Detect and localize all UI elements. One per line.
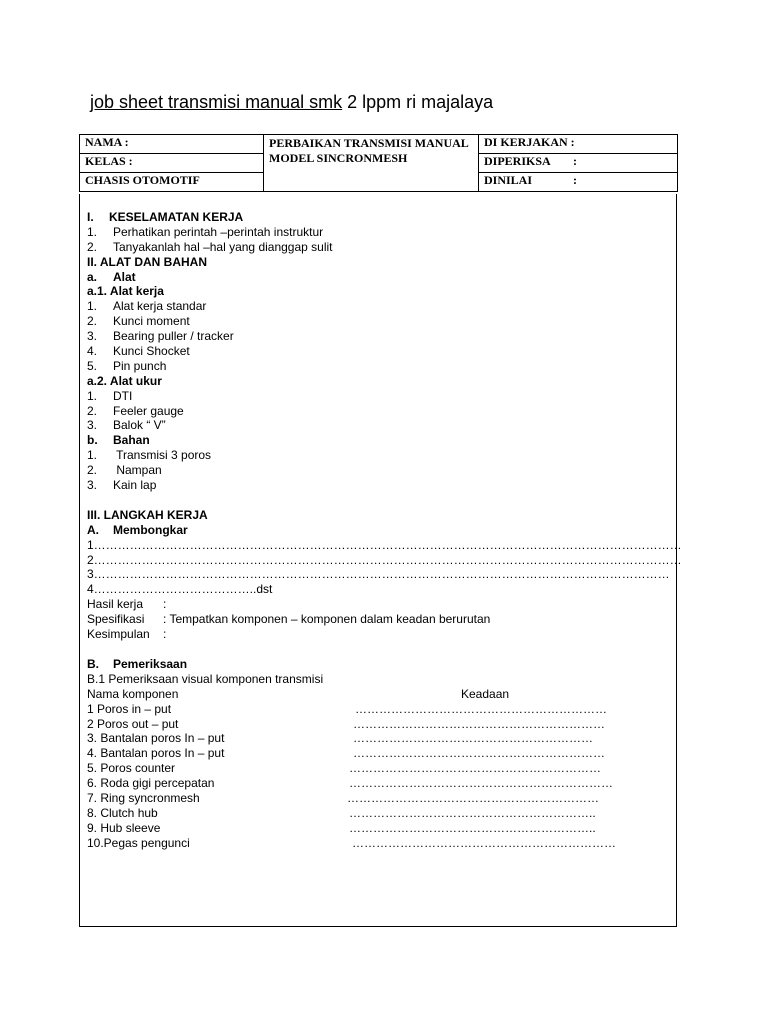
alat-kerja-heading: a.1. Alat kerja — [87, 284, 164, 299]
list-item — [87, 463, 672, 478]
pemeriksaan-visual-heading: B.1 Pemeriksaan visual komponen transmisi — [87, 671, 324, 686]
list-item — [87, 478, 672, 493]
komponen-name: 7. Ring syncronmesh — [87, 790, 200, 805]
sec1-num: I. — [87, 210, 94, 224]
komponen-row — [87, 806, 672, 821]
item-num: 1. — [87, 388, 98, 403]
komponen-name: 6. Roda gigi percepatan — [87, 776, 215, 791]
list-item — [87, 299, 672, 314]
chasis-label: CHASIS OTOMOTIF — [85, 173, 200, 187]
keadaan-dots: ………………………………………………………… — [352, 835, 616, 850]
header-table — [79, 134, 678, 192]
item-text: Pin punch — [113, 358, 167, 373]
item-text: Alat kerja standar — [113, 299, 207, 314]
hasil-kerja-value: : — [163, 597, 167, 612]
komponen-name: 3. Bantalan poros In – put — [87, 731, 225, 746]
item-num: 1. — [87, 299, 98, 314]
komponen-name: 2 Poros out – put — [87, 716, 179, 731]
list-item — [87, 329, 672, 344]
spesifikasi-value: : Tempatkan komponen – komponen dalam keadan berurutan — [163, 612, 491, 627]
kelas-cell — [80, 154, 264, 173]
kelas-label: KELAS : — [85, 154, 133, 168]
item-num: 2. — [87, 314, 98, 329]
sec1-title: KESELAMATAN KERJA — [109, 210, 244, 224]
step-line: 2………………………………………………………………………………………………………………………………… — [87, 552, 682, 567]
nama-komponen-label: Nama komponen — [87, 686, 179, 701]
komponen-row — [87, 791, 672, 806]
komponen-row — [87, 821, 672, 836]
hasil-kerja-row — [87, 597, 672, 612]
membongkar-heading — [87, 523, 672, 538]
dinilai-colon: : — [573, 173, 577, 187]
keadaan-dots: ……………………………………………………… — [353, 716, 605, 731]
bahan-title: Bahan — [113, 433, 150, 448]
item-num: 3. — [87, 478, 98, 493]
chasis-cell — [80, 173, 264, 192]
item-text: Nampan — [113, 463, 162, 478]
item-text: DTI — [113, 388, 133, 403]
pemeriksaan-heading — [87, 657, 672, 672]
job-sheet-content — [87, 210, 682, 851]
komponen-name: 8. Clutch hub — [87, 805, 158, 820]
dikerjakan-label: DI KERJAKAN : — [484, 135, 575, 149]
nama-label: NAMA : — [85, 135, 129, 149]
membongkar-title: Membongkar — [113, 522, 188, 537]
title-underlined: job sheet transmisi manual smk — [90, 92, 343, 112]
bahan-heading — [87, 433, 672, 448]
item-num: 3. — [87, 418, 98, 433]
list-item — [87, 418, 672, 433]
pemeriksaan-title: Pemeriksaan — [113, 656, 188, 671]
item-text: Kain lap — [113, 478, 157, 493]
komponen-row — [87, 761, 672, 776]
komponen-row — [87, 836, 672, 851]
alat-ukur-heading: a.2. Alat ukur — [87, 373, 162, 388]
perbaikan-label: PERBAIKAN TRANSMISI MANUAL MODEL SINCRONMESH — [269, 136, 469, 165]
item-num: 1. — [87, 448, 98, 463]
item-num: 2. — [87, 403, 98, 418]
item-text: Balok “ V” — [113, 418, 166, 433]
membongkar-num: A. — [87, 522, 99, 537]
item-num: 1. — [87, 224, 98, 239]
keadaan-dots: ……………………………………………………… — [355, 701, 607, 716]
keadaan-dots: …………………………………………………….. — [349, 820, 596, 835]
dikerjakan-cell — [479, 135, 678, 154]
list-item — [87, 344, 672, 359]
list-item — [87, 389, 672, 404]
perbaikan-cell — [264, 135, 479, 192]
komponen-row — [87, 717, 672, 732]
diperiksa-label: DIPERIKSA — [484, 154, 551, 168]
alat-num: a. — [87, 269, 98, 284]
item-num: 4. — [87, 344, 98, 359]
keadaan-dots: ………………………………………………………… — [349, 776, 613, 791]
kesimpulan-row — [87, 627, 672, 642]
sec2-heading: II. ALAT DAN BAHAN — [87, 254, 207, 269]
keadaan-dots: ……………………………………………………… — [353, 746, 605, 761]
item-text: Kunci Shocket — [113, 344, 190, 359]
item-num: 2. — [87, 239, 98, 254]
keadaan-dots: …………………………………………………….. — [349, 805, 596, 820]
list-item — [87, 404, 672, 419]
list-item — [87, 240, 672, 255]
kesimpulan-label: Kesimpulan — [87, 627, 150, 642]
dinilai-cell — [479, 173, 678, 192]
title-rest: 2 lppm ri majalaya — [342, 92, 494, 112]
item-text: Feeler gauge — [113, 403, 184, 418]
diperiksa-colon: : — [573, 154, 577, 168]
keadaan-dots: ……………………………………………………… — [349, 761, 601, 776]
list-item — [87, 359, 672, 374]
bahan-num: b. — [87, 433, 98, 448]
item-text: Tanyakanlah hal –hal yang dianggap sulit — [113, 239, 333, 254]
item-num: 2. — [87, 463, 98, 478]
komponen-header-row — [87, 687, 672, 702]
step-line: 3……………………………………………………………………………………………………………………………… — [87, 567, 670, 582]
komponen-name: 4. Bantalan poros In – put — [87, 746, 225, 761]
spesifikasi-row — [87, 612, 672, 627]
item-num: 3. — [87, 329, 98, 344]
list-item — [87, 314, 672, 329]
step-line: 4…………………………………..dst — [87, 582, 273, 597]
item-text: Transmisi 3 poros — [113, 448, 212, 463]
step-line: 1………………………………………………………………………………………………………………………………… — [87, 537, 682, 552]
diperiksa-cell — [479, 154, 678, 173]
hasil-kerja-label: Hasil kerja — [87, 597, 144, 612]
keadaan-dots: ……………………………………………………… — [347, 790, 599, 805]
alat-heading — [87, 270, 672, 285]
document-title — [90, 92, 493, 113]
spesifikasi-label: Spesifikasi — [87, 612, 145, 627]
item-text: Bearing puller / tracker — [113, 329, 234, 344]
komponen-name: 5. Poros counter — [87, 761, 176, 776]
sec3-heading: III. LANGKAH KERJA — [87, 507, 208, 522]
komponen-name: 9. Hub sleeve — [87, 820, 161, 835]
item-text: Kunci moment — [113, 314, 190, 329]
pemeriksaan-num: B. — [87, 656, 99, 671]
komponen-row — [87, 776, 672, 791]
keadaan-dots: …………………………………………………… — [353, 731, 593, 746]
list-item — [87, 448, 672, 463]
dinilai-label: DINILAI — [484, 173, 533, 187]
komponen-name: 10.Pegas pengunci — [87, 835, 190, 850]
komponen-row — [87, 731, 672, 746]
sec1-heading — [87, 210, 672, 225]
keadaan-label: Keadaan — [461, 686, 510, 701]
nama-cell — [80, 135, 264, 154]
komponen-row — [87, 746, 672, 761]
item-num: 5. — [87, 358, 98, 373]
alat-title: Alat — [113, 269, 136, 284]
kesimpulan-value: : — [163, 627, 167, 642]
list-item — [87, 225, 672, 240]
komponen-name: 1 Poros in – put — [87, 701, 172, 716]
item-text: Perhatikan perintah –perintah instruktur — [113, 224, 324, 239]
komponen-row — [87, 702, 672, 717]
